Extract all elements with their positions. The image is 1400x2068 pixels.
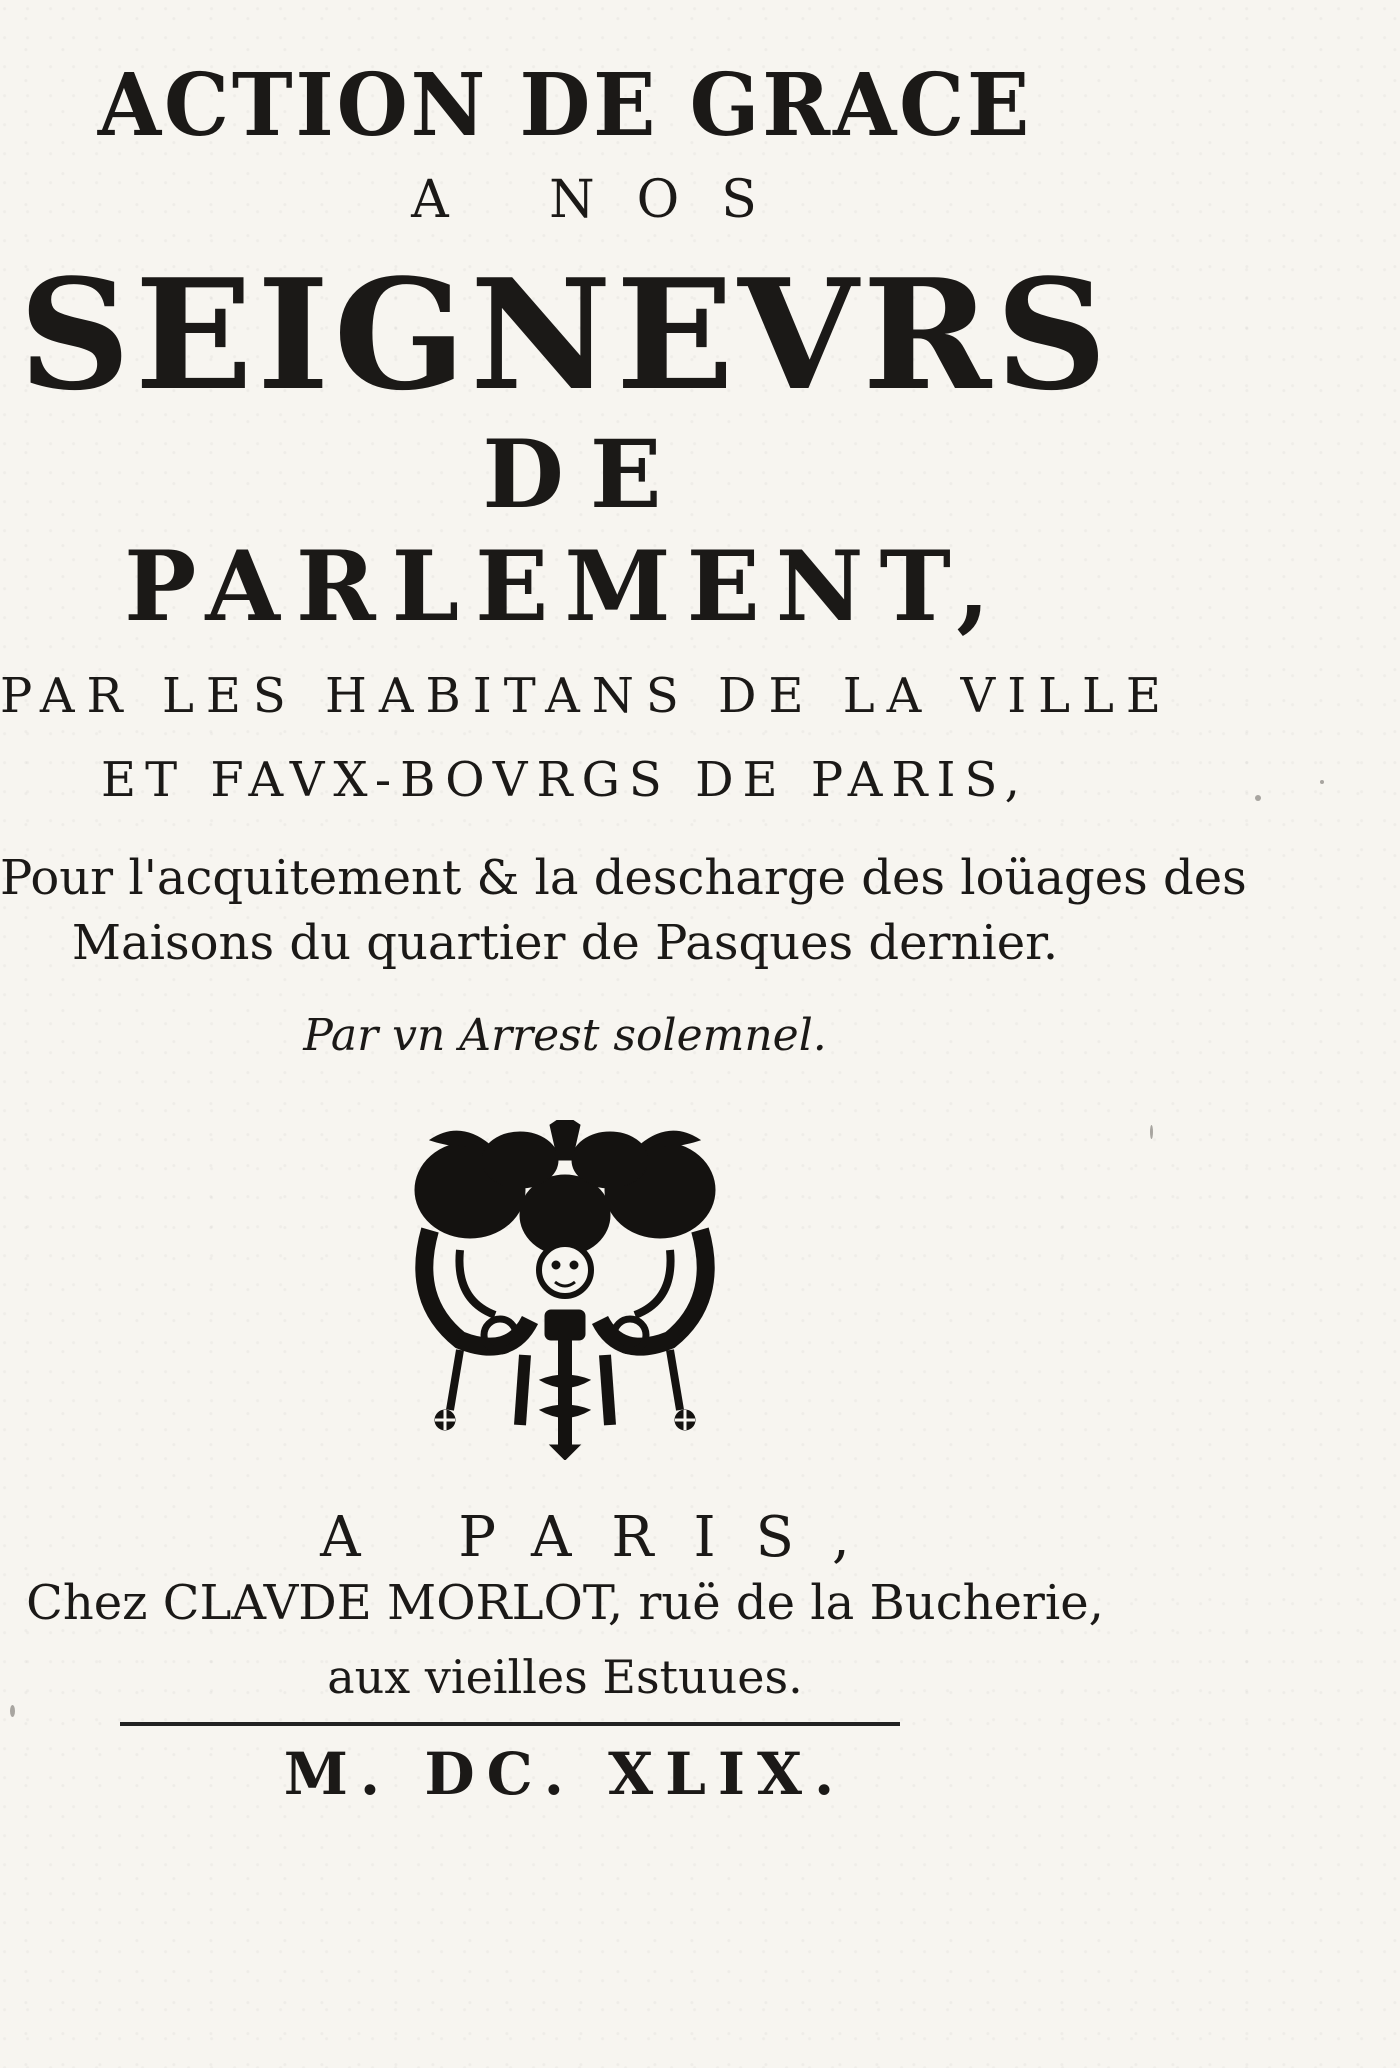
divider-rule <box>120 1722 900 1726</box>
title-line-6: PAR LES HABITANS DE LA VILLE <box>0 668 1173 724</box>
title-line-1: ACTION DE GRACE <box>97 55 1033 156</box>
paper-speck <box>1150 1125 1153 1139</box>
title-line-10: Par vn Arrest solemnel. <box>303 1010 827 1061</box>
title-line-8: Pour l'acquitement & la descharge des loüages des <box>0 850 1247 906</box>
paper-speck <box>10 1705 15 1717</box>
imprint-place: A PARIS, <box>320 1505 890 1570</box>
title-line-2: A NOS <box>411 170 799 230</box>
title-line-5: PARLEMENT, <box>124 530 1006 643</box>
printer-ornament-icon <box>400 1120 730 1460</box>
imprint-printer: Chez CLAVDE MORLOT, ruë de la Bucherie, <box>26 1575 1104 1631</box>
title-line-7: ET FAVX-BOVRGS DE PARIS, <box>101 752 1029 808</box>
title-line-9: Maisons du quartier de Pasques dernier. <box>71 915 1059 971</box>
title-line-3: SEIGNEVRS <box>18 245 1112 424</box>
title-line-4: DE <box>482 420 688 530</box>
paper-speck <box>1320 780 1324 784</box>
imprint-sign: aux vieilles Estuues. <box>327 1650 803 1704</box>
publication-date: M. DC. XLIX. <box>283 1740 847 1808</box>
paper-speck <box>1255 795 1261 801</box>
